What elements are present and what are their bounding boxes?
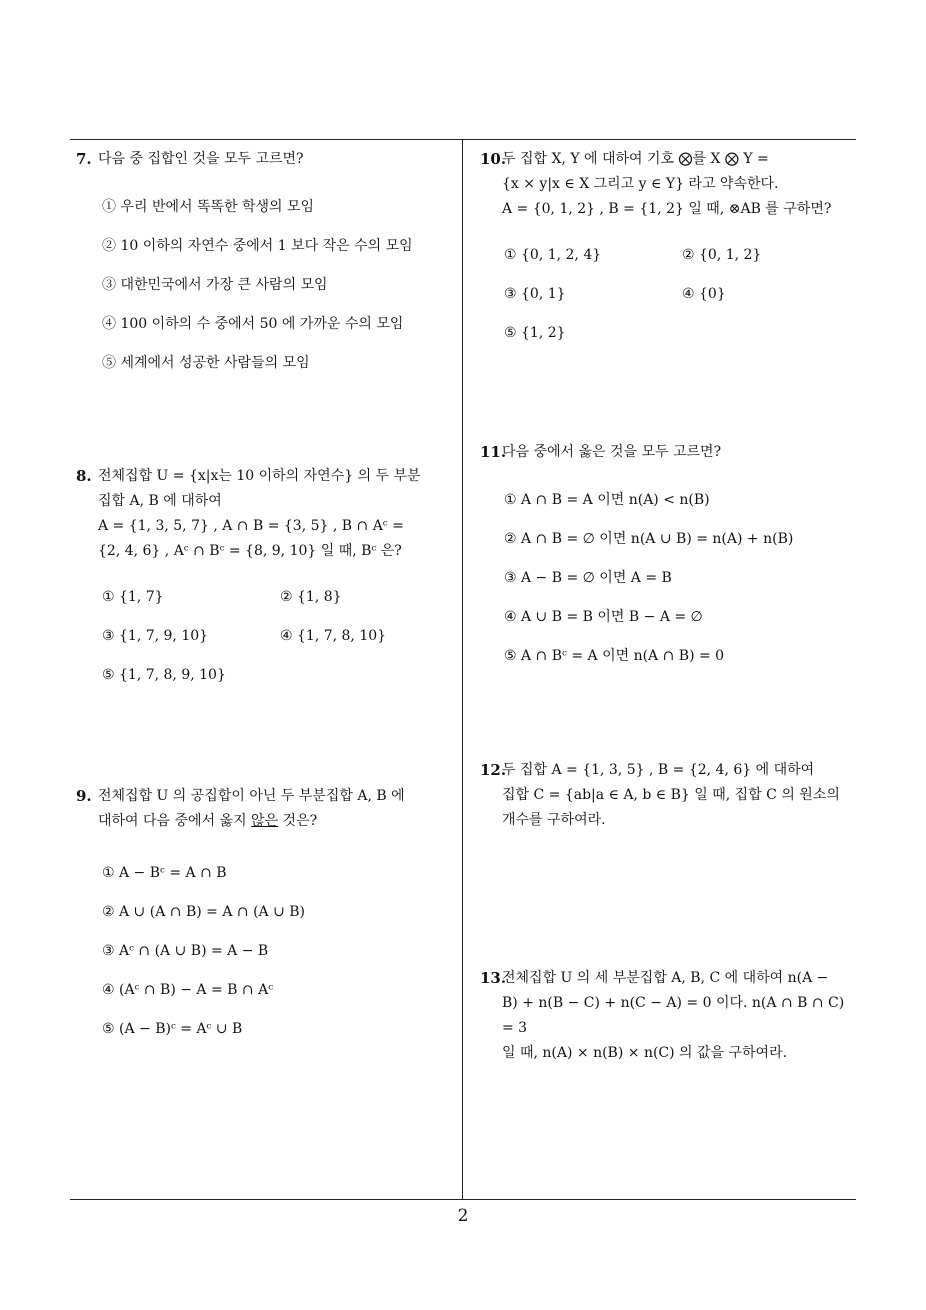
question-text-line: A = {0, 1, 2} , B = {1, 2} 일 때, ⊗AB 를 구하면?	[502, 201, 832, 217]
option[interactable]: ③ A − B = ∅ 이면 A = B	[504, 570, 672, 586]
question-text-line: 개수를 구하여라.	[502, 812, 606, 828]
question-number: 9.	[76, 787, 92, 805]
option[interactable]: ③ 대한민국에서 가장 큰 사람의 모임	[102, 277, 328, 293]
question-text: 다음 중 집합인 것을 모두 고르면?	[98, 151, 304, 167]
option[interactable]: ④ (Aᶜ ∩ B) − A = B ∩ Aᶜ	[102, 982, 274, 998]
question-10	[462, 147, 860, 359]
question-8	[70, 464, 458, 701]
question-text-line: 일 때, n(A) × n(B) × n(C) 의 값을 구하여라.	[502, 1045, 788, 1061]
question-number: 7.	[76, 150, 92, 168]
option[interactable]: ⑤ {1, 7, 8, 9, 10}	[102, 667, 226, 683]
question-stem	[70, 784, 458, 834]
option[interactable]: ① A ∩ B = A 이면 n(A) < n(B)	[504, 492, 710, 508]
option-list	[70, 194, 458, 389]
question-12	[462, 758, 860, 833]
question-text-line: 전체집합 U 의 세 부분집합 A, B, C 에 대하여 n(A −	[502, 970, 829, 986]
question-text: 다음 중에서 옳은 것을 모두 고르면?	[502, 444, 722, 460]
option[interactable]: ③ {1, 7, 9, 10}	[102, 628, 209, 644]
question-text-line: 두 집합 A = {1, 3, 5} , B = {2, 4, 6} 에 대하여	[502, 762, 815, 778]
question-text: 대하여 다음 중에서 옳지	[98, 813, 252, 829]
question-number: 12.	[480, 761, 507, 779]
question-stem	[462, 147, 860, 222]
option-list	[70, 584, 458, 701]
option-list	[462, 242, 860, 359]
question-text: 것은?	[278, 813, 318, 829]
question-text-line: A = {1, 3, 5, 7} , A ∩ B = {3, 5} , B ∩ Aᶜ =	[98, 518, 404, 534]
question-text-line	[98, 809, 458, 834]
question-number: 11.	[480, 443, 507, 461]
question-text-line: 집합 C = {ab|a ∈ A, b ∈ B} 일 때, 집합 C 의 원소의	[502, 787, 840, 803]
question-text-line: 전체집합 U 의 공집합이 아닌 두 부분집합 A, B 에	[98, 788, 405, 804]
underlined-word: 않은	[251, 813, 279, 829]
option[interactable]: ⑤ A ∩ Bᶜ = A 이면 n(A ∩ B) = 0	[504, 648, 725, 664]
option-list	[70, 860, 458, 1055]
option[interactable]: ② A ∩ B = ∅ 이면 n(A ∪ B) = n(A) + n(B)	[504, 531, 794, 547]
option[interactable]: ① A − Bᶜ = A ∩ B	[102, 865, 227, 881]
option[interactable]: ③ {0, 1}	[504, 286, 566, 302]
question-stem	[70, 464, 458, 564]
question-number: 10.	[480, 150, 507, 168]
question-13	[462, 966, 860, 1066]
option[interactable]: ④ 100 이하의 수 중에서 50 에 가까운 수의 모임	[102, 316, 404, 332]
question-text-line: 집합 A, B 에 대하여	[98, 493, 222, 509]
option-list	[462, 487, 860, 682]
question-9	[70, 784, 458, 1055]
question-text-line: 두 집합 X, Y 에 대하여 기호 ⨂를 X ⨂ Y =	[502, 151, 769, 167]
bottom-rule	[70, 1199, 856, 1200]
question-7	[70, 147, 458, 389]
question-stem	[462, 966, 860, 1066]
option[interactable]: ② {0, 1, 2}	[682, 247, 762, 263]
page-number: 2	[457, 1206, 469, 1226]
option[interactable]: ④ A ∪ B = B 이면 B − A = ∅	[504, 609, 703, 625]
option[interactable]: ① {0, 1, 2, 4}	[504, 247, 602, 263]
option[interactable]: ② {1, 8}	[280, 589, 342, 605]
option[interactable]: ⑤ 세계에서 성공한 사람들의 모임	[102, 355, 310, 371]
question-number: 13.	[480, 969, 507, 987]
question-stem	[70, 147, 458, 172]
option[interactable]: ③ Aᶜ ∩ (A ∪ B) = A − B	[102, 943, 269, 959]
question-stem	[462, 758, 860, 833]
question-11	[462, 440, 860, 682]
option[interactable]: ① {1, 7}	[102, 589, 164, 605]
question-text-line: B) + n(B − C) + n(C − A) = 0 이다. n(A ∩ B ∩ C) = 3	[502, 995, 845, 1036]
question-text-line: {2, 4, 6} , Aᶜ ∩ Bᶜ = {8, 9, 10} 일 때, Bᶜ 은?	[98, 543, 402, 559]
option[interactable]: ① 우리 반에서 똑똑한 학생의 모임	[102, 199, 315, 215]
question-text-line: 전체집합 U = {x|x는 10 이하의 자연수} 의 두 부분	[98, 468, 421, 484]
question-stem	[462, 440, 860, 465]
option[interactable]: ② A ∪ (A ∩ B) = A ∩ (A ∪ B)	[102, 904, 306, 920]
top-rule	[70, 139, 856, 140]
option[interactable]: ④ {1, 7, 8, 10}	[280, 628, 387, 644]
option[interactable]: ⑤ (A − B)ᶜ = Aᶜ ∪ B	[102, 1021, 243, 1037]
question-text-line: {x × y|x ∈ X 그리고 y ∈ Y} 라고 약속한다.	[502, 176, 779, 192]
option[interactable]: ② 10 이하의 자연수 중에서 1 보다 작은 수의 모임	[102, 238, 413, 254]
option[interactable]: ④ {0}	[682, 286, 726, 302]
option[interactable]: ⑤ {1, 2}	[504, 325, 566, 341]
question-number: 8.	[76, 467, 92, 485]
